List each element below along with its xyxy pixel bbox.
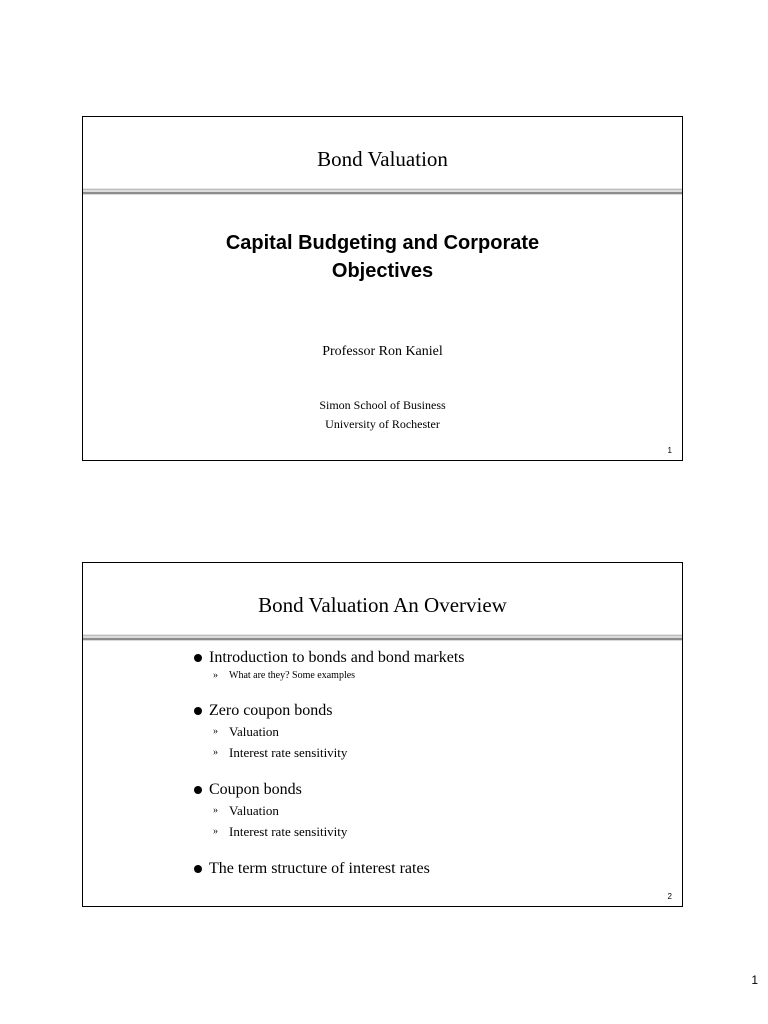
slide-1-title: Bond Valuation (317, 147, 448, 171)
bullet-text: Zero coupon bonds (209, 702, 333, 719)
slide-1-number: 1 (667, 446, 672, 455)
affiliation-school: Simon School of Business (319, 398, 446, 412)
sub-bullet-text: Interest rate sensitivity (229, 824, 348, 839)
bullet-item (193, 649, 465, 684)
sub-bullet-item (213, 821, 465, 842)
sub-bullet-item (213, 742, 465, 763)
bullet-dot-icon (194, 707, 202, 715)
lecture-heading-line-1: Capital Budgeting and Corporate (225, 232, 540, 254)
overview-bullet-list (193, 649, 465, 878)
slide-2-number: 2 (667, 892, 672, 901)
chevron-marker-icon: » (213, 726, 218, 737)
sub-bullet-item (213, 668, 465, 684)
presenter-name: Professor Ron Kaniel (322, 344, 443, 359)
title-divider (83, 634, 682, 641)
affiliation-university: University of Rochester (325, 417, 440, 431)
chevron-marker-icon: » (213, 670, 218, 681)
title-divider (83, 188, 682, 195)
sub-bullet-text: What are they? Some examples (229, 670, 356, 681)
bullet-text: Coupon bonds (209, 781, 302, 798)
sub-bullet-item (213, 800, 465, 821)
lecture-heading (83, 229, 682, 285)
chevron-marker-icon: » (213, 826, 218, 837)
sub-bullet-item (213, 721, 465, 742)
page-number: 1 (751, 973, 758, 987)
bullet-dot-icon (194, 654, 202, 662)
sub-bullet-text: Valuation (229, 803, 279, 818)
sub-bullet-text: Valuation (229, 724, 279, 739)
chevron-marker-icon: » (213, 747, 218, 758)
sub-bullet-list (209, 800, 465, 842)
slide-1 (82, 116, 683, 461)
affiliation (83, 396, 682, 434)
bullet-text: Introduction to bonds and bond markets (209, 649, 465, 666)
sub-bullet-text: Interest rate sensitivity (229, 745, 348, 760)
bullet-item (193, 860, 465, 878)
chevron-marker-icon: » (213, 805, 218, 816)
sub-bullet-list (209, 721, 465, 763)
slide-2 (82, 562, 683, 907)
bullet-dot-icon (194, 786, 202, 794)
slide-2-title: Bond Valuation An Overview (258, 593, 507, 617)
bullet-text: The term structure of interest rates (209, 860, 430, 877)
bullet-item (193, 702, 465, 763)
lecture-heading-line-2: Objectives (331, 260, 434, 282)
sub-bullet-list (209, 668, 465, 684)
bullet-item (193, 781, 465, 842)
bullet-dot-icon (194, 865, 202, 873)
